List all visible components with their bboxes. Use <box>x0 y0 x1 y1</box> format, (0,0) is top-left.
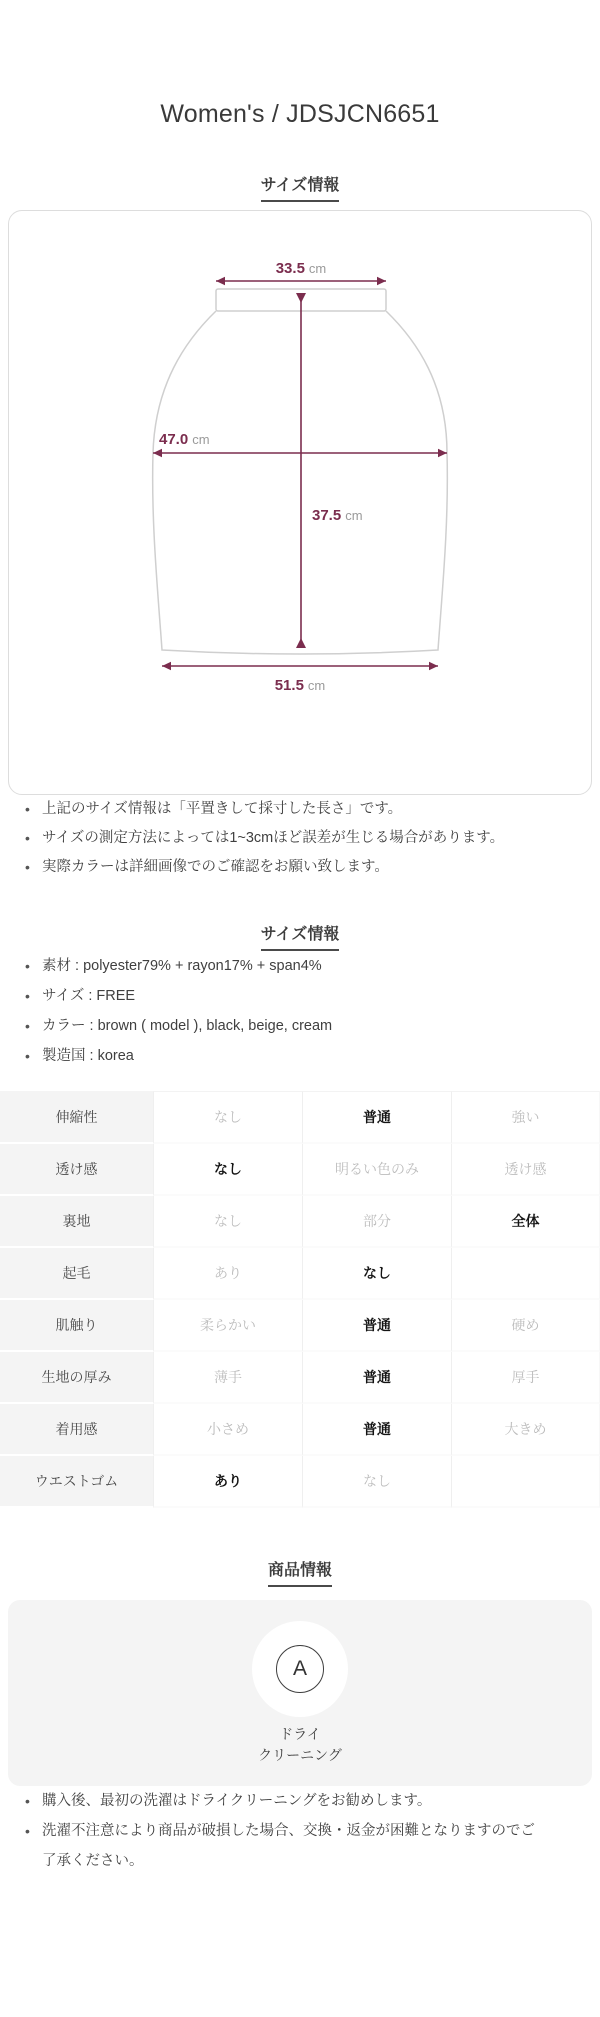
list-item: • 洗濯不注意により商品が破損した場合、交換・返金が困難となりますのでご了承ください。 <box>42 1816 542 1876</box>
table-row <box>0 1196 600 1248</box>
attribute-option: 薄手 <box>153 1352 302 1404</box>
table-row <box>0 1091 600 1144</box>
list-item: • 購入後、最初の洗濯はドライクリーニングをお勧めします。 <box>42 1786 542 1816</box>
attribute-label: 肌触り <box>0 1300 153 1352</box>
attribute-option: なし <box>153 1196 302 1248</box>
attribute-option: あり <box>153 1456 302 1508</box>
attribute-label: 生地の厚み <box>0 1352 153 1404</box>
care-label <box>8 1724 592 1766</box>
list-item: • 上記のサイズ情報は「平置きして採寸した長さ」です。 <box>42 795 542 824</box>
attribute-option: 普通 <box>302 1352 451 1404</box>
detail-items-list <box>0 951 600 1071</box>
list-item: • カラー : brown ( model ), black, beige, cream <box>42 1011 542 1041</box>
table-row <box>0 1144 600 1196</box>
list-item: • 素材 : polyester79% + rayon17% + span4% <box>42 951 542 981</box>
table-row <box>0 1404 600 1456</box>
attribute-option: なし <box>302 1248 451 1300</box>
attribute-option: なし <box>302 1456 451 1508</box>
attribute-option: なし <box>153 1091 302 1144</box>
attribute-option: 大きめ <box>451 1404 600 1456</box>
attribute-option: 全体 <box>451 1196 600 1248</box>
attribute-option: 小さめ <box>153 1404 302 1456</box>
page-title: Women's / JDSJCN6651 <box>160 100 440 128</box>
attribute-label: 裏地 <box>0 1196 153 1248</box>
length-label: 37.5 cm <box>312 507 363 524</box>
product-info-panel <box>8 1600 592 1786</box>
attribute-option: あり <box>153 1248 302 1300</box>
attribute-option: 強い <box>451 1091 600 1144</box>
attribute-label: 起毛 <box>0 1248 153 1300</box>
attribute-option: 明るい色のみ <box>302 1144 451 1196</box>
dry-cleaning-icon <box>276 1645 324 1693</box>
care-label-line1: ドライ <box>279 1726 321 1742</box>
section-heading-detail: サイズ情報 <box>261 926 340 951</box>
size-diagram-panel <box>8 210 592 795</box>
arrowhead-left-icon <box>216 277 225 285</box>
arrowhead-right-icon <box>438 449 447 457</box>
list-item: • 製造国 : korea <box>42 1041 542 1071</box>
arrowhead-bottom-icon <box>296 638 306 648</box>
care-icon-background <box>252 1621 348 1717</box>
arrowhead-left-icon <box>153 449 162 457</box>
attribute-option: 普通 <box>302 1404 451 1456</box>
top-width-label: 33.5 cm <box>275 260 327 277</box>
table-row <box>0 1456 600 1508</box>
attribute-label: 着用感 <box>0 1404 153 1456</box>
attributes-table <box>0 1091 600 1508</box>
attribute-option: 部分 <box>302 1196 451 1248</box>
list-item: • サイズ : FREE <box>42 981 542 1011</box>
hem-width-label: 51.5 cm <box>274 677 326 694</box>
size-notes-list <box>0 795 600 882</box>
attribute-label: 透け感 <box>0 1144 153 1196</box>
care-label-line2: クリーニング <box>258 1747 342 1763</box>
attribute-label: ウエストゴム <box>0 1456 153 1508</box>
attribute-option: 厚手 <box>451 1352 600 1404</box>
arrowhead-right-icon <box>377 277 386 285</box>
attribute-option <box>451 1248 600 1300</box>
list-item: • 実際カラーは詳細画像でのご確認をお願い致します。 <box>42 853 542 882</box>
section-heading-size: サイズ情報 <box>261 177 340 202</box>
attribute-option: 柔らかい <box>153 1300 302 1352</box>
arrowhead-right-icon <box>429 662 438 670</box>
arrowhead-left-icon <box>162 662 171 670</box>
table-row <box>0 1248 600 1300</box>
skirt-diagram <box>9 211 591 721</box>
skirt-outline <box>153 311 448 654</box>
attribute-option: 硬め <box>451 1300 600 1352</box>
attribute-label: 伸縮性 <box>0 1091 153 1144</box>
table-row <box>0 1300 600 1352</box>
attribute-option: 普通 <box>302 1300 451 1352</box>
mid-width-label: 47.0 cm <box>159 431 210 448</box>
care-letter: A <box>292 1657 307 1680</box>
table-row <box>0 1352 600 1404</box>
section-heading-product: 商品情報 <box>268 1562 332 1587</box>
product-notes-list <box>0 1786 600 1876</box>
attribute-option: 普通 <box>302 1091 451 1144</box>
attribute-option: 透け感 <box>451 1144 600 1196</box>
attribute-option: なし <box>153 1144 302 1196</box>
attribute-option <box>451 1456 600 1508</box>
list-item: • サイズの測定方法によっては1~3cmほど誤差が生じる場合があります。 <box>42 824 542 853</box>
